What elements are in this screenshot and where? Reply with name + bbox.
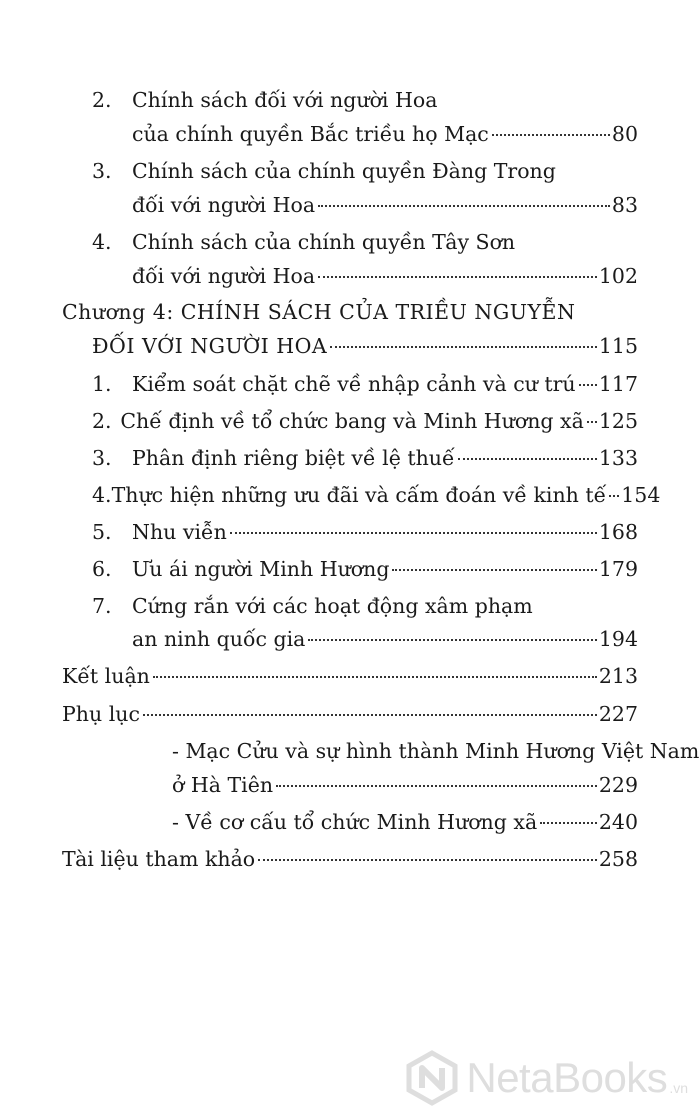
watermark <box>404 1050 688 1106</box>
entry-number: 2. <box>92 88 112 112</box>
page-number: 83 <box>611 193 638 217</box>
entry-title-cont: của chính quyền Bắc triều họ Mạc <box>132 122 489 146</box>
section-title-cont: an ninh quốc gia <box>132 627 306 651</box>
page-number: 194 <box>598 627 638 651</box>
section-number: 5. <box>92 520 112 544</box>
page-number: 240 <box>598 810 638 834</box>
toc-section-5[interactable] <box>92 514 638 550</box>
dot-leader <box>392 569 596 571</box>
references-title: Tài liệu tham khảo <box>62 847 256 871</box>
toc-appendix[interactable] <box>62 696 638 732</box>
toc-entry-3[interactable] <box>132 187 638 223</box>
entry-number: 4. <box>92 230 112 254</box>
page-number: 168 <box>598 520 638 544</box>
section-title: Ưu ái người Minh Hương <box>132 557 390 581</box>
toc-conclusion[interactable] <box>62 658 638 694</box>
toc-appendix-item-1[interactable] <box>172 767 638 803</box>
toc-appendix-item-1-line1: - Mạc Cửu và sự hình thành Minh Hương Việt Nam <box>172 739 700 763</box>
section-number: 6. <box>92 557 112 581</box>
chapter-4-title: Chương 4: CHÍNH SÁCH CỦA TRIỀU NGUYỄN <box>62 300 576 324</box>
dot-leader <box>230 532 597 534</box>
watermark-suffix: .vn <box>669 1080 688 1096</box>
appendix-title: Phụ lục <box>62 702 140 726</box>
dot-leader <box>587 421 597 423</box>
entry-title-cont: đối với người Hoa <box>132 193 316 217</box>
section-title: Nhu viễn <box>132 520 227 544</box>
toc-section-6[interactable] <box>92 551 638 587</box>
page-number: 258 <box>598 847 638 871</box>
toc-appendix-item-2[interactable] <box>172 804 638 840</box>
toc-entry-2-line1 <box>92 82 437 118</box>
section-number: 1. <box>92 372 112 396</box>
toc-chapter-4[interactable] <box>92 328 638 364</box>
dot-leader <box>579 384 597 386</box>
toc-entry-4[interactable] <box>132 258 638 294</box>
page-number: 80 <box>611 122 638 146</box>
entry-number: 3. <box>92 159 112 183</box>
section-title: Kiểm soát chặt chẽ về nhập cảnh và cư trú <box>132 372 576 396</box>
toc-section-7-line1 <box>92 588 533 624</box>
dot-leader <box>153 676 597 678</box>
page-number: 213 <box>598 664 638 688</box>
toc-section-7[interactable] <box>132 621 638 657</box>
dot-leader <box>458 458 597 460</box>
section-number: 4. <box>92 483 112 507</box>
toc-section-4[interactable] <box>92 477 661 513</box>
toc-entry-4-line1 <box>92 224 515 260</box>
dot-leader <box>143 714 597 716</box>
page-number: 227 <box>598 702 638 726</box>
dot-leader <box>318 205 610 207</box>
section-title: Chế định về tổ chức bang và Minh Hương xã <box>120 409 584 433</box>
toc-section-2[interactable] <box>92 403 638 439</box>
section-title: Phân định riêng biệt về lệ thuế <box>132 446 455 470</box>
page-number: 115 <box>598 334 638 358</box>
dot-leader <box>318 276 597 278</box>
watermark-brand: NetaBooks <box>466 1054 668 1101</box>
page-number: 179 <box>598 557 638 581</box>
section-title: Thực hiện những ưu đãi và cấm đoán về kinh tế <box>111 483 607 507</box>
entry-title: Chính sách của chính quyền Đàng Trong <box>132 159 556 183</box>
toc-section-3[interactable] <box>92 440 638 476</box>
netabooks-logo-icon <box>404 1050 460 1106</box>
page-number: 154 <box>621 483 661 507</box>
section-title: Cứng rắn với các hoạt động xâm phạm <box>132 594 533 618</box>
page-number: 117 <box>598 372 638 396</box>
page-number: 133 <box>598 446 638 470</box>
entry-title-cont: đối với người Hoa <box>132 264 316 288</box>
entry-title: Chính sách của chính quyền Tây Sơn <box>132 230 516 254</box>
toc-entry-2[interactable] <box>132 116 638 152</box>
toc-section-1[interactable] <box>92 366 638 402</box>
dot-leader <box>609 495 619 497</box>
dot-leader <box>540 822 597 824</box>
page-number: 125 <box>598 409 638 433</box>
dot-leader <box>492 134 610 136</box>
dot-leader <box>276 785 597 787</box>
section-number: 3. <box>92 446 112 470</box>
appendix-item-title-cont: ở Hà Tiên <box>172 773 274 797</box>
toc-entry-3-line1 <box>92 153 556 189</box>
appendix-item-title: - Về cơ cấu tổ chức Minh Hương xã <box>172 810 538 834</box>
dot-leader <box>330 346 597 348</box>
page-number: 229 <box>598 773 638 797</box>
toc-references[interactable] <box>62 841 638 877</box>
dot-leader <box>258 859 597 861</box>
conclusion-title: Kết luận <box>62 664 150 688</box>
section-number: 2. <box>92 409 112 433</box>
chapter-title-cont: ĐỐI VỚI NGƯỜI HOA <box>92 334 328 358</box>
section-number: 7. <box>92 594 112 618</box>
dot-leader <box>308 639 596 641</box>
page-number: 102 <box>598 264 638 288</box>
entry-title: Chính sách đối với người Hoa <box>132 88 438 112</box>
